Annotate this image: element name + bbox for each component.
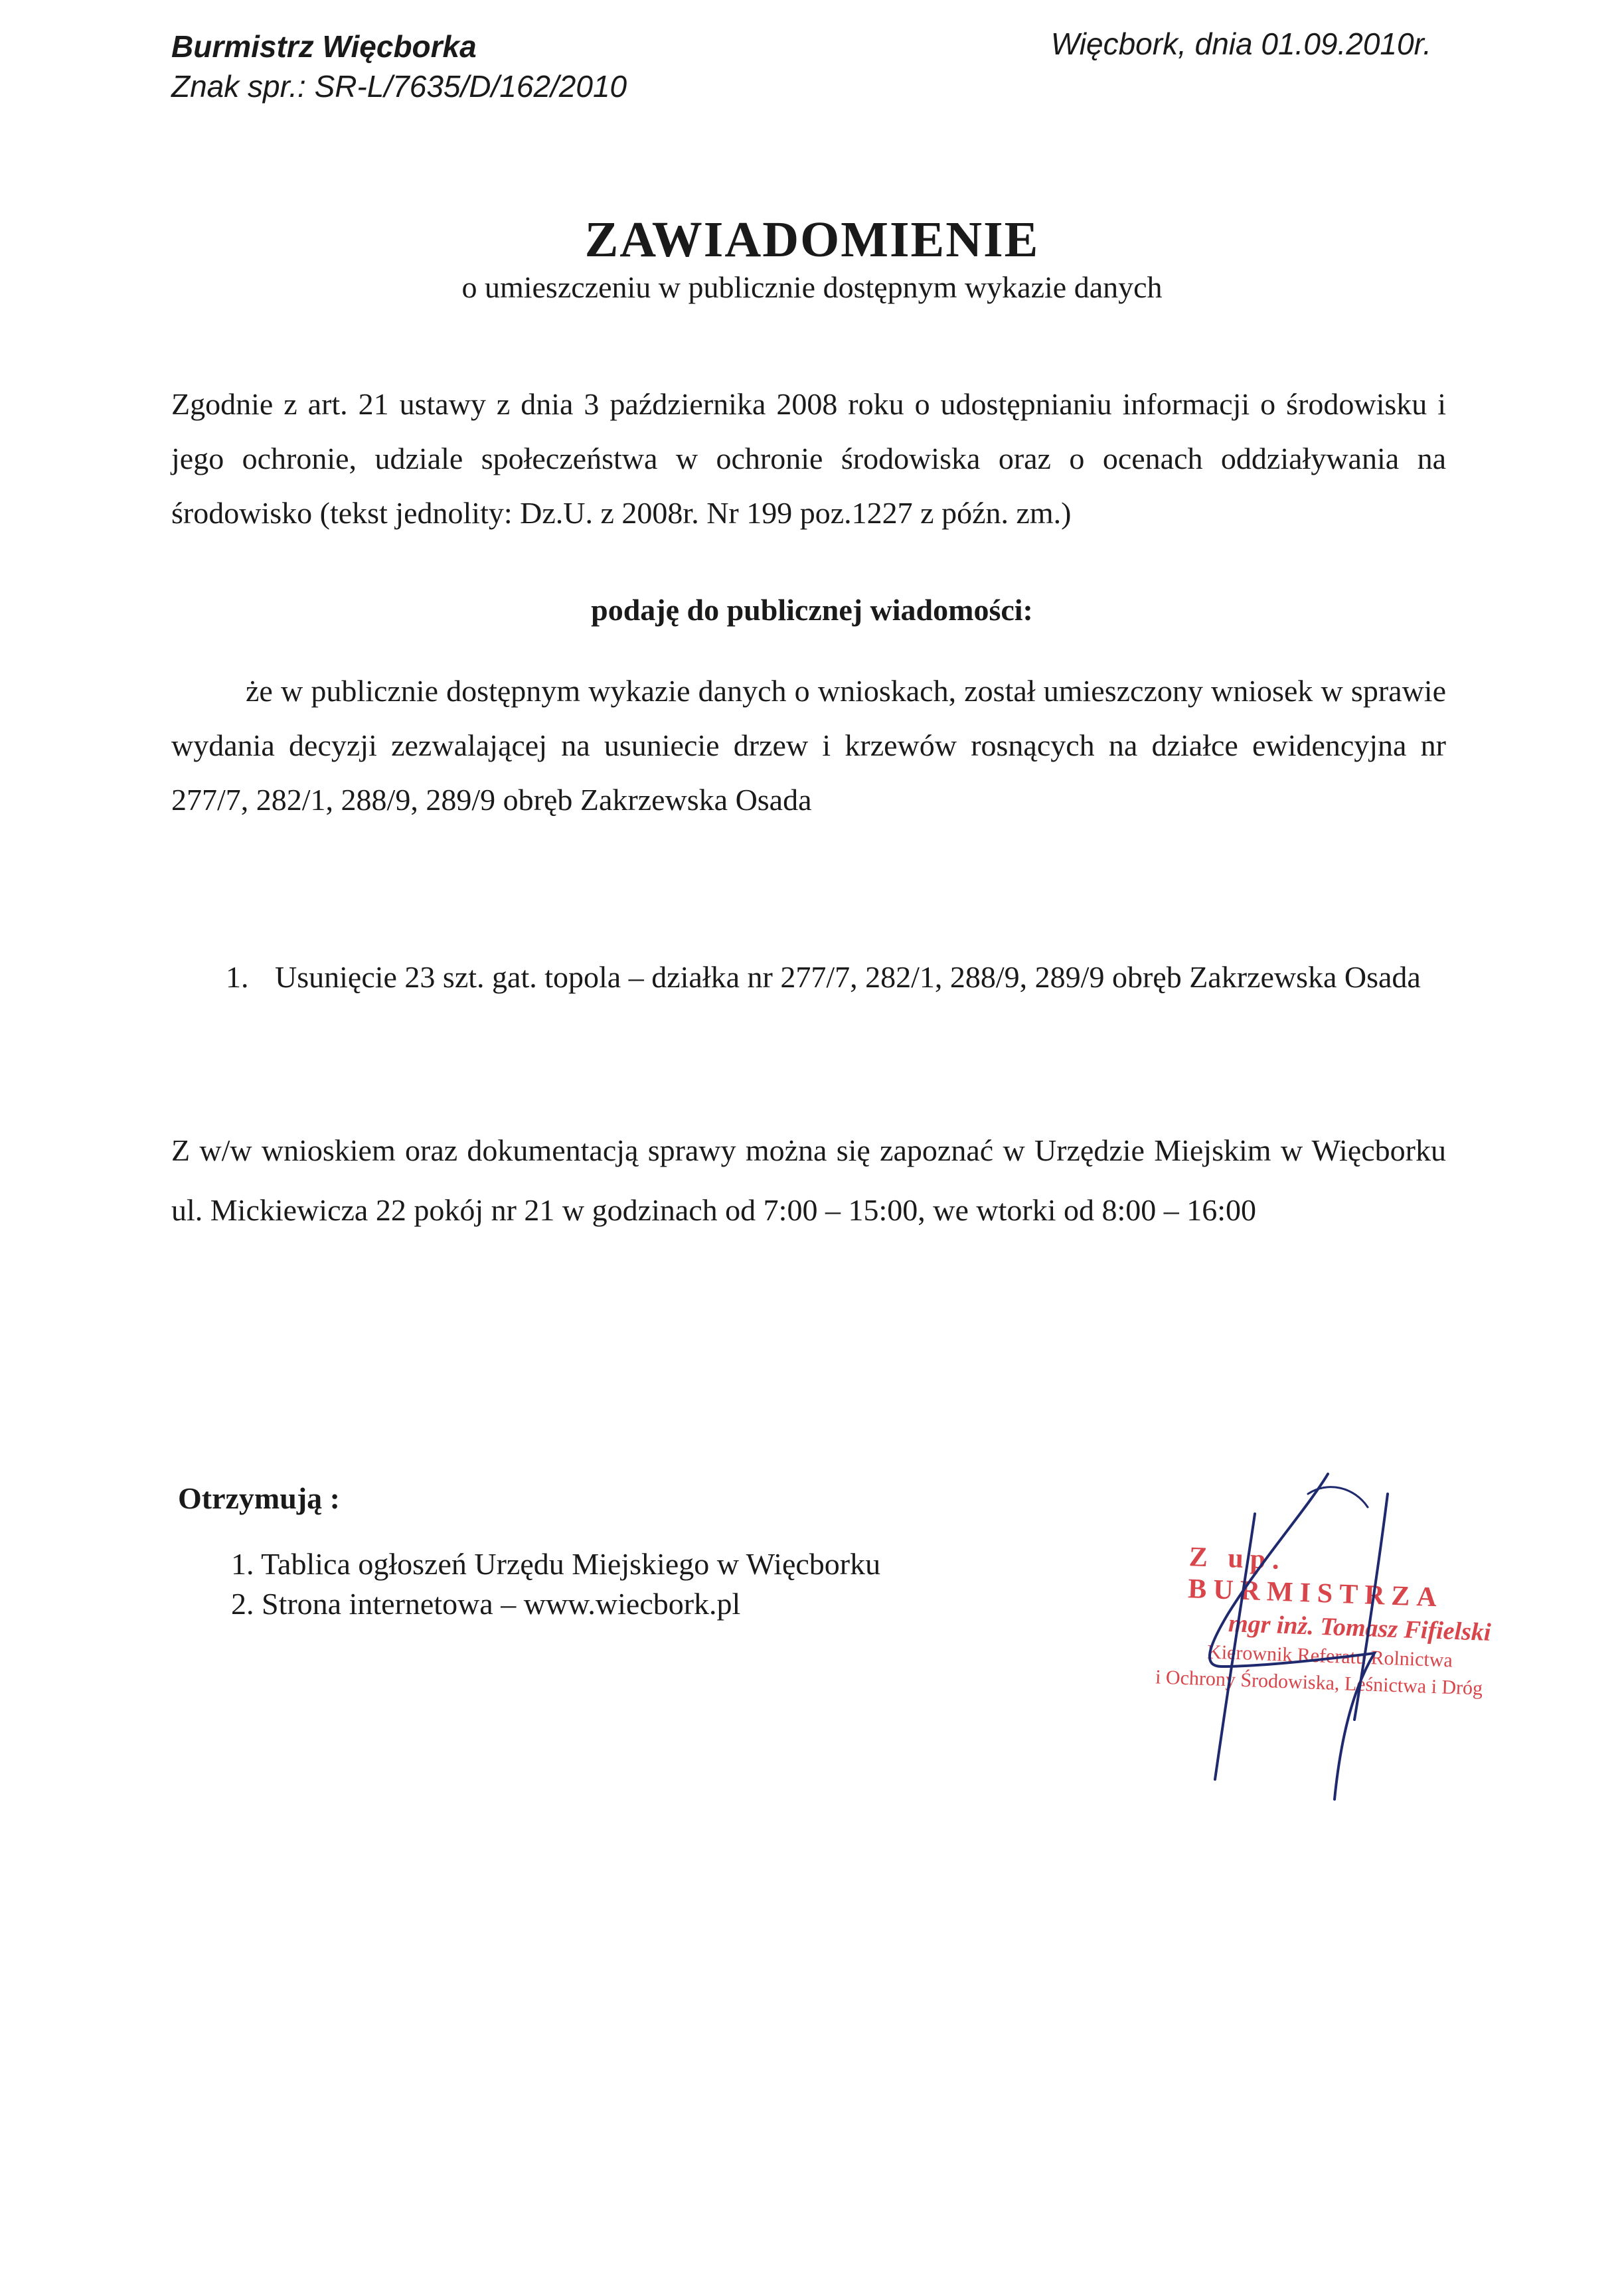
document-subtitle: o umieszczeniu w publicznie dostępnym wykazie danych [461, 270, 1163, 304]
list-item: 1. Tablica ogłoszeń Urzędu Miejskiego w Więcborku [231, 1547, 881, 1581]
list-item: 2. Strona internetowa – www.wiecbork.pl [231, 1587, 741, 1621]
list-item-number: 1. [226, 960, 249, 994]
recipients-heading: Otrzymują : [178, 1481, 340, 1515]
application-paragraph: że w publicznie dostępnym wykazie danych o wnioskach, został umieszczony wniosek w sprawie wydania decyzji zezwalającej na usuniecie drzew i krzewów rosnących na działce ewidencyjna nr 277/7, 282/1, 288/9, 289/9 obręb Zakrzewska Osada [171, 674, 1446, 817]
recipients-list [231, 1544, 880, 1624]
handwritten-signature [1155, 1467, 1447, 1813]
stamp-authority: Z up. BURMISTRZA [1187, 1542, 1444, 1613]
announcement-heading: podaję do publicznej wiadomości: [591, 593, 1033, 627]
issuer-name: Burmistrz Więcborka [171, 29, 477, 64]
letterhead [171, 27, 627, 106]
legal-basis-paragraph: Zgodnie z art. 21 ustawy z dnia 3 października 2008 roku o udostępnianiu informacji o środowisku i jego ochronie, udziale społeczeństwa w ochronie środowiska oraz o ocenach oddziaływania na środowisko (tekst jednolity: Dz.U. z 2008r. Nr 199 poz.1227 z późn. zm.) [171, 387, 1446, 530]
document-title: ZAWIADOMIENIE [584, 212, 1040, 268]
stamp-position: Kierownik Referatu Rolnictwa [1206, 1641, 1453, 1672]
stamp-signatory: mgr inż. Tomasz Fifielski [1228, 1609, 1492, 1647]
list-item-text: Usunięcie 23 szt. gat. topola – działka nr 277/7, 282/1, 288/9, 289/9 obręb Zakrzewska Osada [275, 960, 1421, 994]
place-date: Więcbork, dnia 01.09.2010r. [1050, 27, 1431, 61]
list-item [226, 944, 1447, 1011]
case-reference: Znak spr.: SR-L/7635/D/162/2010 [171, 69, 627, 104]
inspection-paragraph: Z w/w wnioskiem oraz dokumentacją sprawy można się zapoznać w Urzędzie Miejskim w Więcborku ul. Mickiewicza 22 pokój nr 21 w godzinach od 7:00 – 15:00, we wtorki od 8:00 – 16:00 [171, 1133, 1446, 1227]
stamp-department: i Ochrony Środowiska, Leśnictwa i Dróg [1155, 1666, 1483, 1700]
